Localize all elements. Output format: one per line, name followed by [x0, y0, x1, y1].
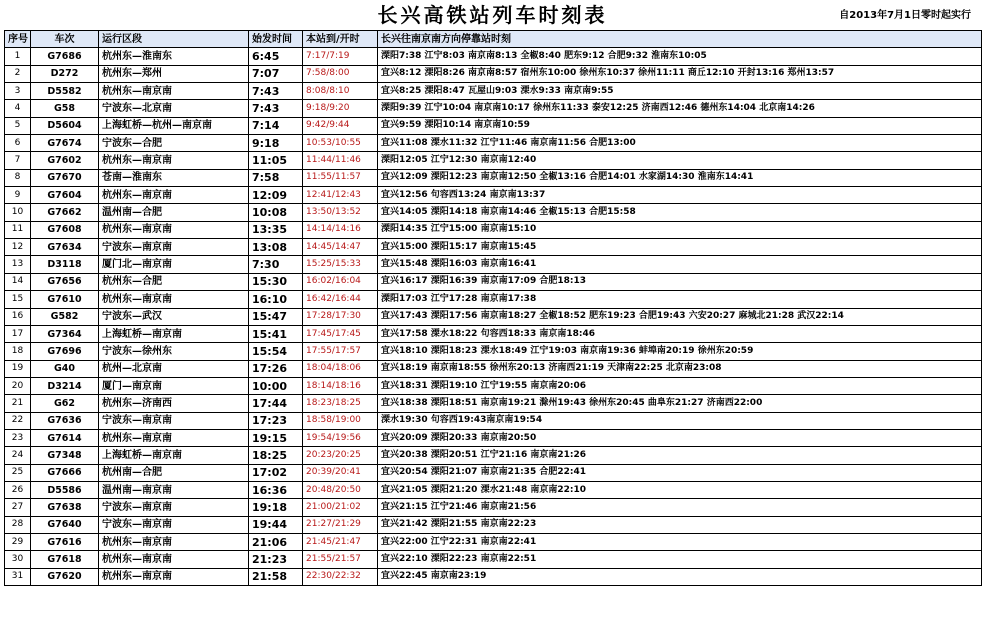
header-stops: 长兴往南京南方向停靠站时刻	[378, 31, 982, 48]
table-row	[5, 516, 982, 533]
stop-times: 宜兴17:43 溧阳17:56 南京南18:27 全椒18:52 肥东19:23 合肥19:43 六安20:27 麻城北21:28 武汉22:14	[378, 308, 982, 325]
table-row	[5, 308, 982, 325]
route-segment: 上海虹桥—杭州—南京南	[99, 117, 249, 134]
table-row	[5, 360, 982, 377]
stop-times: 宜兴14:05 溧阳14:18 南京南14:46 全椒15:13 合肥15:58	[378, 204, 982, 221]
departure-time: 17:44	[249, 395, 303, 412]
train-number: G58	[31, 100, 99, 117]
route-segment: 杭州东—南京南	[99, 83, 249, 100]
table-row	[5, 377, 982, 394]
train-number: G7666	[31, 464, 99, 481]
route-segment: 杭州东—南京南	[99, 291, 249, 308]
stop-times: 宜兴18:19 南京南18:55 徐州东20:13 济南西21:19 天津南22:25 北京南23:08	[378, 360, 982, 377]
departure-time: 10:08	[249, 204, 303, 221]
train-number: G7610	[31, 291, 99, 308]
train-number: D5586	[31, 481, 99, 498]
stop-times: 宜兴15:48 溧阳16:03 南京南16:41	[378, 256, 982, 273]
train-number: D3118	[31, 256, 99, 273]
effective-date-note: 自2013年7月1日零时起实行	[839, 10, 971, 21]
departure-time: 7:58	[249, 169, 303, 186]
departure-time: 15:30	[249, 273, 303, 290]
table-row	[5, 239, 982, 256]
route-segment: 苍南—淮南东	[99, 169, 249, 186]
train-number: G7620	[31, 568, 99, 585]
row-number: 3	[5, 83, 31, 100]
stop-times: 宜兴20:38 溧阳20:51 江宁21:16 南京南21:26	[378, 447, 982, 464]
stop-times: 溧阳14:35 江宁15:00 南京南15:10	[378, 221, 982, 238]
train-number: G7604	[31, 187, 99, 204]
local-arrive-depart: 13:50/13:52	[303, 204, 378, 221]
stop-times: 宜兴21:15 江宁21:46 南京南21:56	[378, 499, 982, 516]
route-segment: 上海虹桥—南京南	[99, 447, 249, 464]
row-number: 13	[5, 256, 31, 273]
departure-time: 6:45	[249, 48, 303, 65]
route-segment: 杭州东—南京南	[99, 568, 249, 585]
train-number: G7662	[31, 204, 99, 221]
table-row	[5, 256, 982, 273]
table-row	[5, 169, 982, 186]
row-number: 2	[5, 65, 31, 82]
local-arrive-depart: 17:45/17:45	[303, 325, 378, 342]
timetable	[4, 30, 982, 586]
row-number: 15	[5, 291, 31, 308]
train-number: G7616	[31, 533, 99, 550]
row-number: 29	[5, 533, 31, 550]
page-title: 长兴高铁站列车时刻表	[377, 3, 608, 27]
local-arrive-depart: 14:45/14:47	[303, 239, 378, 256]
departure-time: 15:54	[249, 343, 303, 360]
local-arrive-depart: 9:18/9:20	[303, 100, 378, 117]
header-train: 车次	[31, 31, 99, 48]
departure-time: 7:07	[249, 65, 303, 82]
departure-time: 21:58	[249, 568, 303, 585]
route-segment: 宁波东—合肥	[99, 135, 249, 152]
timetable-body	[5, 48, 982, 586]
departure-time: 7:43	[249, 100, 303, 117]
row-number: 10	[5, 204, 31, 221]
route-segment: 厦门北—南京南	[99, 256, 249, 273]
stop-times: 宜兴20:09 溧阳20:33 南京南20:50	[378, 429, 982, 446]
row-number: 24	[5, 447, 31, 464]
row-number: 4	[5, 100, 31, 117]
local-arrive-depart: 20:23/20:25	[303, 447, 378, 464]
train-number: G7608	[31, 221, 99, 238]
row-number: 28	[5, 516, 31, 533]
departure-time: 12:09	[249, 187, 303, 204]
header-depart: 始发时间	[249, 31, 303, 48]
train-number: D5582	[31, 83, 99, 100]
route-segment: 温州南—合肥	[99, 204, 249, 221]
departure-time: 13:08	[249, 239, 303, 256]
stop-times: 宜兴21:05 溧阳21:20 溧水21:48 南京南22:10	[378, 481, 982, 498]
table-row	[5, 395, 982, 412]
stop-times: 宜兴18:31 溧阳19:10 江宁19:55 南京南20:06	[378, 377, 982, 394]
route-segment: 宁波东—北京南	[99, 100, 249, 117]
departure-time: 18:25	[249, 447, 303, 464]
train-number: G7618	[31, 551, 99, 568]
local-arrive-depart: 18:04/18:06	[303, 360, 378, 377]
table-row	[5, 568, 982, 585]
stop-times: 溧水19:30 句容西19:43南京南19:54	[378, 412, 982, 429]
local-arrive-depart: 9:42/9:44	[303, 117, 378, 134]
route-segment: 杭州东—南京南	[99, 429, 249, 446]
local-arrive-depart: 18:23/18:25	[303, 395, 378, 412]
departure-time: 17:26	[249, 360, 303, 377]
stop-times: 宜兴18:38 溧阳18:51 南京南19:21 滁州19:43 徐州东20:45 曲阜东21:27 济南西22:00	[378, 395, 982, 412]
row-number: 16	[5, 308, 31, 325]
route-segment: 杭州东—济南西	[99, 395, 249, 412]
stop-times: 宜兴16:17 溧阳16:39 南京南17:09 合肥18:13	[378, 273, 982, 290]
table-row	[5, 325, 982, 342]
local-arrive-depart: 12:41/12:43	[303, 187, 378, 204]
local-arrive-depart: 11:55/11:57	[303, 169, 378, 186]
departure-time: 11:05	[249, 152, 303, 169]
row-number: 31	[5, 568, 31, 585]
departure-time: 19:18	[249, 499, 303, 516]
row-number: 18	[5, 343, 31, 360]
train-number: G7614	[31, 429, 99, 446]
departure-time: 16:36	[249, 481, 303, 498]
stop-times: 宜兴11:08 溧水11:32 江宁11:46 南京南11:56 合肥13:00	[378, 135, 982, 152]
stop-times: 宜兴8:25 溧阳8:47 瓦屋山9:03 溧水9:33 南京南9:55	[378, 83, 982, 100]
train-number: G7686	[31, 48, 99, 65]
train-number: D3214	[31, 377, 99, 394]
table-row	[5, 83, 982, 100]
row-number: 30	[5, 551, 31, 568]
local-arrive-depart: 16:42/16:44	[303, 291, 378, 308]
departure-time: 21:23	[249, 551, 303, 568]
route-segment: 宁波东—南京南	[99, 499, 249, 516]
table-row	[5, 117, 982, 134]
route-segment: 杭州东—南京南	[99, 187, 249, 204]
row-number: 19	[5, 360, 31, 377]
row-number: 21	[5, 395, 31, 412]
train-number: G62	[31, 395, 99, 412]
route-segment: 杭州东—南京南	[99, 221, 249, 238]
route-segment: 杭州南—合肥	[99, 464, 249, 481]
stop-times: 宜兴21:42 溧阳21:55 南京南22:23	[378, 516, 982, 533]
table-row	[5, 152, 982, 169]
departure-time: 21:06	[249, 533, 303, 550]
departure-time: 15:41	[249, 325, 303, 342]
local-arrive-depart: 18:14/18:16	[303, 377, 378, 394]
local-arrive-depart: 10:53/10:55	[303, 135, 378, 152]
row-number: 23	[5, 429, 31, 446]
local-arrive-depart: 15:25/15:33	[303, 256, 378, 273]
table-row	[5, 48, 982, 65]
table-row	[5, 221, 982, 238]
route-segment: 杭州东—南京南	[99, 152, 249, 169]
local-arrive-depart: 7:17/7:19	[303, 48, 378, 65]
local-arrive-depart: 14:14/14:16	[303, 221, 378, 238]
stop-times: 溧阳7:38 江宁8:03 南京南8:13 全椒8:40 肥东9:12 合肥9:32 淮南东10:05	[378, 48, 982, 65]
route-segment: 厦门—南京南	[99, 377, 249, 394]
train-number: G7656	[31, 273, 99, 290]
local-arrive-depart: 20:39/20:41	[303, 464, 378, 481]
row-number: 25	[5, 464, 31, 481]
row-number: 26	[5, 481, 31, 498]
table-row	[5, 204, 982, 221]
stop-times: 宜兴22:00 江宁22:31 南京南22:41	[378, 533, 982, 550]
train-number: D5604	[31, 117, 99, 134]
local-arrive-depart: 8:08/8:10	[303, 83, 378, 100]
route-segment: 宁波东—武汉	[99, 308, 249, 325]
route-segment: 杭州东—南京南	[99, 533, 249, 550]
departure-time: 7:14	[249, 117, 303, 134]
table-row	[5, 481, 982, 498]
table-row	[5, 464, 982, 481]
stop-times: 溧阳12:05 江宁12:30 南京南12:40	[378, 152, 982, 169]
table-row	[5, 499, 982, 516]
departure-time: 13:35	[249, 221, 303, 238]
header-no: 序号	[5, 31, 31, 48]
route-segment: 宁波东—南京南	[99, 516, 249, 533]
stop-times: 宜兴22:10 溧阳22:23 南京南22:51	[378, 551, 982, 568]
route-segment: 宁波东—徐州东	[99, 343, 249, 360]
route-segment: 杭州东—淮南东	[99, 48, 249, 65]
train-number: G7348	[31, 447, 99, 464]
local-arrive-depart: 20:48/20:50	[303, 481, 378, 498]
local-arrive-depart: 17:28/17:30	[303, 308, 378, 325]
stop-times: 宜兴20:54 溧阳21:07 南京南21:35 合肥22:41	[378, 464, 982, 481]
local-arrive-depart: 7:58/8:00	[303, 65, 378, 82]
departure-time: 7:43	[249, 83, 303, 100]
stop-times: 溧阳17:03 江宁17:28 南京南17:38	[378, 291, 982, 308]
stop-times: 宜兴18:10 溧阳18:23 溧水18:49 江宁19:03 南京南19:36 蚌埠南20:19 徐州东20:59	[378, 343, 982, 360]
table-row	[5, 533, 982, 550]
departure-time: 19:15	[249, 429, 303, 446]
local-arrive-depart: 21:27/21:29	[303, 516, 378, 533]
table-row	[5, 65, 982, 82]
departure-time: 10:00	[249, 377, 303, 394]
header-route: 运行区段	[99, 31, 249, 48]
departure-time: 19:44	[249, 516, 303, 533]
train-number: D272	[31, 65, 99, 82]
table-row	[5, 447, 982, 464]
departure-time: 9:18	[249, 135, 303, 152]
table-row	[5, 343, 982, 360]
train-number: G7602	[31, 152, 99, 169]
stop-times: 宜兴12:56 句容西13:24 南京南13:37	[378, 187, 982, 204]
stop-times: 宜兴8:12 溧阳8:26 南京南8:57 宿州东10:00 徐州东10:37 徐州11:11 商丘12:10 开封13:16 郑州13:57	[378, 65, 982, 82]
local-arrive-depart: 22:30/22:32	[303, 568, 378, 585]
row-number: 5	[5, 117, 31, 134]
local-arrive-depart: 19:54/19:56	[303, 429, 378, 446]
train-number: G40	[31, 360, 99, 377]
row-number: 9	[5, 187, 31, 204]
stop-times: 溧阳9:39 江宁10:04 南京南10:17 徐州东11:33 泰安12:25 济南西12:46 德州东14:04 北京南14:26	[378, 100, 982, 117]
table-row	[5, 291, 982, 308]
train-number: G7364	[31, 325, 99, 342]
row-number: 7	[5, 152, 31, 169]
train-number: G582	[31, 308, 99, 325]
row-number: 8	[5, 169, 31, 186]
route-segment: 温州南—南京南	[99, 481, 249, 498]
train-number: G7696	[31, 343, 99, 360]
row-number: 17	[5, 325, 31, 342]
header-local-time: 本站到/开时	[303, 31, 378, 48]
row-number: 14	[5, 273, 31, 290]
local-arrive-depart: 18:58/19:00	[303, 412, 378, 429]
local-arrive-depart: 11:44/11:46	[303, 152, 378, 169]
row-number: 6	[5, 135, 31, 152]
route-segment: 杭州东—合肥	[99, 273, 249, 290]
row-number: 1	[5, 48, 31, 65]
stop-times: 宜兴12:09 溧阳12:23 南京南12:50 全椒13:16 合肥14:01 水家湖14:30 淮南东14:41	[378, 169, 982, 186]
stop-times: 宜兴15:00 溧阳15:17 南京南15:45	[378, 239, 982, 256]
table-row	[5, 135, 982, 152]
route-segment: 杭州—北京南	[99, 360, 249, 377]
train-number: G7638	[31, 499, 99, 516]
row-number: 20	[5, 377, 31, 394]
local-arrive-depart: 17:55/17:57	[303, 343, 378, 360]
train-number: G7634	[31, 239, 99, 256]
stop-times: 宜兴9:59 溧阳10:14 南京南10:59	[378, 117, 982, 134]
local-arrive-depart: 16:02/16:04	[303, 273, 378, 290]
local-arrive-depart: 21:55/21:57	[303, 551, 378, 568]
route-segment: 宁波东—南京南	[99, 412, 249, 429]
route-segment: 杭州东—南京南	[99, 551, 249, 568]
departure-time: 17:02	[249, 464, 303, 481]
header-row	[5, 31, 982, 48]
row-number: 11	[5, 221, 31, 238]
row-number: 12	[5, 239, 31, 256]
departure-time: 16:10	[249, 291, 303, 308]
table-row	[5, 187, 982, 204]
train-number: G7640	[31, 516, 99, 533]
table-row	[5, 100, 982, 117]
route-segment: 宁波东—南京南	[99, 239, 249, 256]
table-row	[5, 273, 982, 290]
train-number: G7670	[31, 169, 99, 186]
table-row	[5, 429, 982, 446]
departure-time: 17:23	[249, 412, 303, 429]
row-number: 22	[5, 412, 31, 429]
table-row	[5, 412, 982, 429]
local-arrive-depart: 21:00/21:02	[303, 499, 378, 516]
train-number: G7674	[31, 135, 99, 152]
route-segment: 杭州东—郑州	[99, 65, 249, 82]
departure-time: 15:47	[249, 308, 303, 325]
table-row	[5, 551, 982, 568]
row-number: 27	[5, 499, 31, 516]
departure-time: 7:30	[249, 256, 303, 273]
local-arrive-depart: 21:45/21:47	[303, 533, 378, 550]
route-segment: 上海虹桥—南京南	[99, 325, 249, 342]
stop-times: 宜兴22:45 南京南23:19	[378, 568, 982, 585]
stop-times: 宜兴17:58 溧水18:22 句容西18:33 南京南18:46	[378, 325, 982, 342]
train-number: G7636	[31, 412, 99, 429]
